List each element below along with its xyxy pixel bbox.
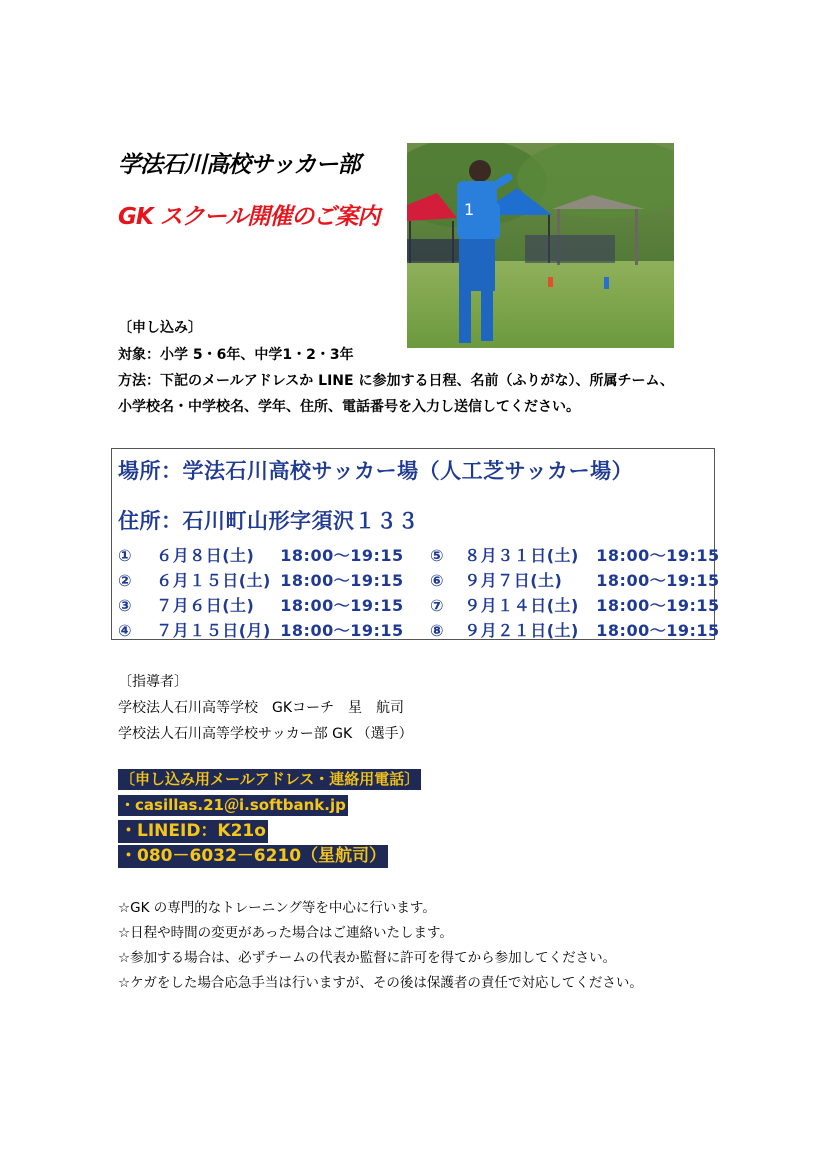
instructors-heading: 〔指導者〕 <box>118 674 188 690</box>
schedule-date: ６月１５日(土) <box>156 571 271 590</box>
instructor-line2: 学校法人石川高等学校サッカー部 GK （選手） <box>118 726 413 742</box>
instructor-line1: 学校法人石川高等学校 GKコーチ 星 航司 <box>118 700 405 716</box>
note-item: ☆ケガをした場合応急手当は行いますが、その後は保護者の責任で対応してください。 <box>118 975 643 991</box>
svg-text:1: 1 <box>464 200 475 219</box>
note-item: ☆参加する場合は、必ずチームの代表か監督に許可を得てから参加してください。 <box>118 950 617 966</box>
schedule-num: ③ <box>118 596 133 615</box>
contact-email[interactable]: ・casillas.21＠i.softbank.jp <box>120 796 346 814</box>
schedule-time: 18:00～19:15 <box>280 596 404 615</box>
schedule-time: 18:00～19:15 <box>596 546 720 565</box>
schedule-row <box>118 618 404 643</box>
note-item: ☆日程や時間の変更があった場合はご連絡いたします。 <box>118 925 453 941</box>
page-subtitle: GK スクール開催のご案内 <box>118 204 380 230</box>
venue-place: 場所：学法石川高校サッカー場（人工芝サッカー場） <box>118 459 634 483</box>
schedule-row <box>430 543 720 568</box>
schedule-date: ９月２１日(土) <box>464 621 579 640</box>
schedule-time: 18:00～19:15 <box>596 596 720 615</box>
page-title: 学法石川高校サッカー部 <box>118 152 360 178</box>
schedule-num: ⑦ <box>430 596 445 615</box>
venue-box <box>111 448 720 640</box>
goalkeeper-photo-image <box>407 143 674 348</box>
schedule-time: 18:00～19:15 <box>280 571 404 590</box>
schedule-num: ⑧ <box>430 621 445 640</box>
contact-heading: 〔申し込み用メールアドレス・連絡用電話〕 <box>120 770 420 788</box>
schedule-num: ① <box>118 546 133 565</box>
schedule-row <box>118 543 404 568</box>
schedule-time: 18:00～19:15 <box>596 571 720 590</box>
schedule-date: ６月８日(土) <box>156 546 255 565</box>
schedule-row <box>430 568 720 593</box>
goalkeeper-photo <box>407 143 674 348</box>
method-text-line1: 方法：下記のメールアドレスか LINE に参加する日程、名前（ふりがな）、所属チーム、 <box>118 373 674 389</box>
schedule-row <box>118 593 404 618</box>
schedule-left <box>118 543 404 643</box>
schedule-right <box>430 543 720 643</box>
schedule-date: ８月３１日(土) <box>464 546 579 565</box>
schedule-date: ７月６日(土) <box>156 596 255 615</box>
schedule-num: ⑤ <box>430 546 445 565</box>
venue-address: 住所：石川町山形字須沢１３３ <box>118 509 419 533</box>
schedule-num: ② <box>118 571 133 590</box>
contact-line-id: ・LINEID：K21o <box>120 821 266 841</box>
schedule-date: ７月１５日(月) <box>156 621 271 640</box>
target-text: 対象：小学 5・6年、中学1・2・3年 <box>118 347 354 363</box>
schedule-row <box>118 568 404 593</box>
application-heading: 〔申し込み〕 <box>118 320 202 336</box>
schedule-time: 18:00～19:15 <box>280 546 404 565</box>
note-item: ☆GK の専門的なトレーニング等を中心に行います。 <box>118 900 436 916</box>
method-text-line2: 小学校名・中学校名、学年、住所、電話番号を入力し送信してください。 <box>118 399 580 415</box>
schedule-time: 18:00～19:15 <box>280 621 404 640</box>
schedule-date: ９月１４日(土) <box>464 596 579 615</box>
schedule-num: ④ <box>118 621 133 640</box>
schedule-date: ９月７日(土) <box>464 571 563 590</box>
contact-phone: ・080－6032－6210（星航司） <box>120 846 387 866</box>
schedule-num: ⑥ <box>430 571 445 590</box>
schedule-row <box>430 618 720 643</box>
schedule-time: 18:00～19:15 <box>596 621 720 640</box>
schedule-row <box>430 593 720 618</box>
